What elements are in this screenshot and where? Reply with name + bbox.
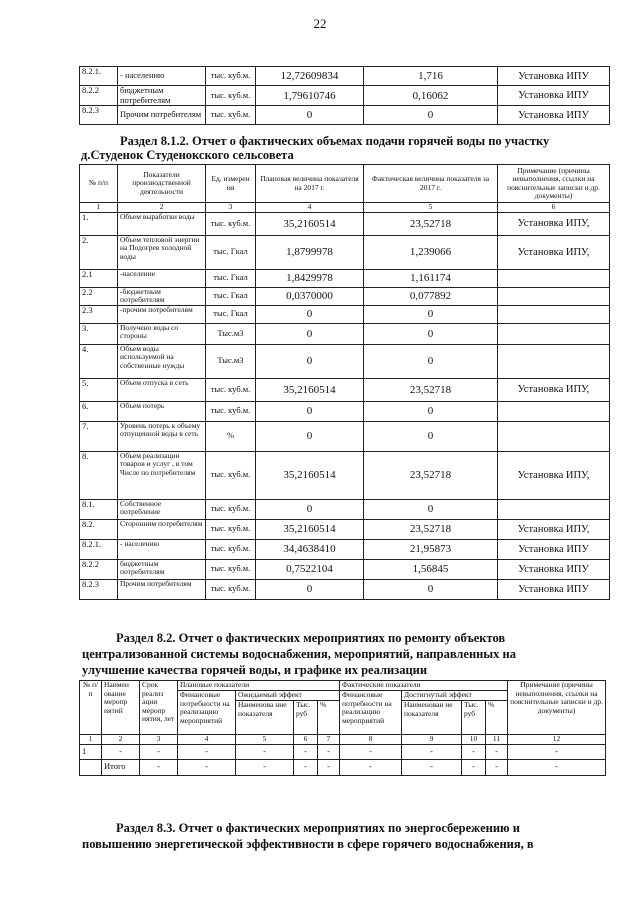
header-unit: Ед. измерен ия — [206, 165, 256, 203]
ev-h-ind-name: Наименова ние показателя — [236, 701, 294, 735]
row-unit: тыс. Гкал — [206, 269, 256, 287]
row-name: -население — [118, 269, 206, 287]
row-unit: Тыс.м3 — [206, 344, 256, 378]
column-number: 9 — [402, 735, 462, 745]
row-number: 2.2 — [80, 287, 118, 305]
ev-h-rub: Тыс. руб — [294, 701, 318, 735]
header-fact: Фактическая величина показателя за 2017 г. — [364, 165, 498, 203]
row-fact: 23,52718 — [364, 212, 498, 235]
row-unit: тыс. Гкал — [206, 287, 256, 305]
event-cell: - — [140, 744, 178, 759]
ev-h-n: № п/п — [80, 681, 102, 735]
row-number: 2.3 — [80, 305, 118, 323]
row-number: 8.2.3 — [80, 579, 118, 599]
row-number: 5. — [80, 378, 118, 401]
table-row — [80, 421, 610, 451]
row-fact: 0 — [364, 499, 498, 519]
row-number: 7. — [80, 421, 118, 451]
row-note: Установка ИПУ, — [498, 235, 610, 269]
column-number: 2 — [102, 735, 140, 745]
section-812-line2: д.Студенок Студенокского сельсовета — [81, 148, 294, 162]
row-plan: 1,8799978 — [256, 235, 364, 269]
row-plan: 35,2160514 — [256, 378, 364, 401]
event-cell: - — [236, 744, 294, 759]
row-name: -прочим потребителям — [118, 305, 206, 323]
ev-h-pct2: % — [486, 701, 508, 735]
row-number: 6. — [80, 401, 118, 421]
section-812-title — [81, 134, 620, 162]
row-fact: 0,077892 — [364, 287, 498, 305]
row-plan: 1,8429978 — [256, 269, 364, 287]
row-plan: 0 — [256, 305, 364, 323]
row-plan: 0 — [256, 106, 364, 125]
table-row — [80, 401, 610, 421]
table-row — [80, 344, 610, 378]
table-row — [80, 269, 610, 287]
row-name: Сторонним потребителям — [118, 519, 206, 539]
row-number: 8.2.3 — [80, 106, 118, 125]
row-name: Прочим потребителям — [118, 579, 206, 599]
row-plan: 35,2160514 — [256, 519, 364, 539]
event-cell: - — [486, 744, 508, 759]
row-note: Установка ИПУ, — [498, 378, 610, 401]
ev-h-eff-ach: Достигнутый эффект — [402, 691, 508, 701]
section-82-line3: улучшение качества горячей воды, и графике их реализации — [82, 663, 428, 677]
row-plan: 0 — [256, 421, 364, 451]
row-number: 2. — [80, 235, 118, 269]
row-note — [498, 401, 610, 421]
row-note: Установка ИПУ — [498, 579, 610, 599]
row-fact: 1,161174 — [364, 269, 498, 287]
row-note: Установка ИПУ — [498, 539, 610, 559]
row-number: 1. — [80, 212, 118, 235]
row-number: 8.2.1. — [80, 539, 118, 559]
table-row — [80, 451, 610, 499]
row-plan: 0,7522104 — [256, 559, 364, 579]
row-unit: Тыс.м3 — [206, 323, 256, 344]
event-cell: - — [178, 744, 236, 759]
row-fact: 21,95873 — [364, 539, 498, 559]
row-name: Собственное потребление — [118, 499, 206, 519]
row-name: бюджетным потребителям — [118, 86, 206, 106]
row-number: 4. — [80, 344, 118, 378]
row-name: Объем реализации товаров и услуг , в том Числе по потребителям — [118, 451, 206, 499]
row-name: Прочим потребителям — [118, 106, 206, 125]
row-fact: 0 — [364, 401, 498, 421]
row-name: бюджетным потребителям — [118, 559, 206, 579]
row-fact: 0 — [364, 344, 498, 378]
table-row — [80, 235, 610, 269]
section-82-title — [82, 630, 608, 678]
total-cell: - — [236, 759, 294, 775]
row-name: - населению — [118, 67, 206, 86]
row-unit: тыс. куб.м. — [206, 539, 256, 559]
total-cell: - — [140, 759, 178, 775]
row-note — [498, 344, 610, 378]
table-row — [80, 378, 610, 401]
total-cell: - — [462, 759, 486, 775]
row-plan: 0 — [256, 323, 364, 344]
table-row — [80, 67, 610, 86]
row-unit: % — [206, 421, 256, 451]
ev-h-plan: Плановые показатели — [178, 681, 340, 691]
row-unit: тыс. Гкал — [206, 235, 256, 269]
row-unit: тыс. куб.м. — [206, 579, 256, 599]
row-plan: 0 — [256, 344, 364, 378]
row-plan: 35,2160514 — [256, 212, 364, 235]
header-name: Показатели производственной деятельности — [118, 165, 206, 203]
row-plan: 1,79610746 — [256, 86, 364, 106]
header-plan: Плановая величина показателя на 2017 г. — [256, 165, 364, 203]
row-number: 3. — [80, 323, 118, 344]
total-cell: - — [508, 759, 606, 775]
event-cell: - — [102, 744, 140, 759]
row-number: 8. — [80, 451, 118, 499]
event-cell: - — [340, 744, 402, 759]
row-number: 8.2. — [80, 519, 118, 539]
row-number: 8.2.1. — [80, 67, 118, 86]
row-note — [498, 421, 610, 451]
row-fact: 1,716 — [364, 67, 498, 86]
hot-water-supply-table — [79, 164, 610, 600]
total-cell: Итого — [102, 759, 140, 775]
table-row — [80, 539, 610, 559]
row-fact: 0 — [364, 323, 498, 344]
row-plan: 35,2160514 — [256, 451, 364, 499]
row-plan: 0 — [256, 499, 364, 519]
ev-h-name: Наимен ование меропр иятий — [102, 681, 140, 735]
row-unit: тыс. куб.м. — [206, 378, 256, 401]
column-number: 2 — [118, 203, 206, 213]
row-unit: тыс. куб.м. — [206, 86, 256, 106]
row-plan: 0 — [256, 579, 364, 599]
total-cell — [80, 759, 102, 775]
table-row — [80, 559, 610, 579]
table-row — [80, 519, 610, 539]
page-number: 22 — [313, 16, 327, 31]
row-note: Установка ИПУ, — [498, 519, 610, 539]
row-name: Объем потерь — [118, 401, 206, 421]
column-number: 3 — [206, 203, 256, 213]
row-name: - населению — [118, 539, 206, 559]
row-unit: тыс. куб.м. — [206, 559, 256, 579]
row-note — [498, 499, 610, 519]
row-note — [498, 305, 610, 323]
ev-h-ind-name2: Наименован ие показателя — [402, 701, 462, 735]
section-83-title — [82, 820, 608, 852]
row-note — [498, 323, 610, 344]
total-cell: - — [486, 759, 508, 775]
event-cell: - — [318, 744, 340, 759]
ev-h-fact: Фактические показатели — [340, 681, 508, 691]
total-cell: - — [402, 759, 462, 775]
row-name: Объем тепловой энергии на Подогрев холодной воды — [118, 235, 206, 269]
column-number: 1 — [80, 203, 118, 213]
row-number: 8.1. — [80, 499, 118, 519]
events-table — [79, 680, 606, 776]
row-fact: 1,239066 — [364, 235, 498, 269]
row-number: 8.2.2 — [80, 559, 118, 579]
column-number: 12 — [508, 735, 606, 745]
row-fact: 23,52718 — [364, 519, 498, 539]
column-number: 4 — [178, 735, 236, 745]
row-name: Получено воды со стороны — [118, 323, 206, 344]
table-row — [80, 323, 610, 344]
row-unit: тыс. куб.м. — [206, 212, 256, 235]
ev-h-term: Срок реализ ации меропр иятия, лет — [140, 681, 178, 735]
row-note: Установка ИПУ — [498, 106, 610, 125]
row-note: Установка ИПУ — [498, 559, 610, 579]
row-plan: 0,0370000 — [256, 287, 364, 305]
row-fact: 0 — [364, 106, 498, 125]
total-cell: - — [318, 759, 340, 775]
column-number: 5 — [364, 203, 498, 213]
table-row — [80, 86, 610, 106]
row-number: 2.1 — [80, 269, 118, 287]
table-row — [80, 287, 610, 305]
row-name: Уровень потерь к объему отпущенной воды в сеть — [118, 421, 206, 451]
header-n: № п/п — [80, 165, 118, 203]
column-number: 6 — [294, 735, 318, 745]
row-fact: 0,16062 — [364, 86, 498, 106]
row-plan: 34,4638410 — [256, 539, 364, 559]
table-row — [80, 212, 610, 235]
row-unit: тыс. куб.м. — [206, 401, 256, 421]
ev-h-fin-fact: Финансовые потребности на реализацию мероприятий — [340, 691, 402, 735]
row-unit: тыс. Гкал — [206, 305, 256, 323]
header-note: Примечание (причины невыполнения, ссылки на пояснительные записки и др. документы) — [498, 165, 610, 203]
event-cell: - — [508, 744, 606, 759]
continued-table — [79, 66, 610, 125]
table-row — [80, 305, 610, 323]
column-number: 10 — [462, 735, 486, 745]
column-number: 6 — [498, 203, 610, 213]
row-note — [498, 287, 610, 305]
event-cell: 1 — [80, 744, 102, 759]
row-unit: тыс. куб.м. — [206, 519, 256, 539]
total-cell: - — [294, 759, 318, 775]
row-fact: 0 — [364, 579, 498, 599]
row-unit: тыс. куб.м. — [206, 106, 256, 125]
row-name: Объем воды используемой на собственные нужды — [118, 344, 206, 378]
column-number: 11 — [486, 735, 508, 745]
total-cell: - — [178, 759, 236, 775]
row-name: Объем отпуска в сеть — [118, 378, 206, 401]
column-number: 4 — [256, 203, 364, 213]
section-83-line2: повышению энергетической эффективности в сфере горячего водоснабжения, в — [82, 837, 534, 851]
section-83-line1: Раздел 8.3. Отчет о фактических мероприятиях по энергосбережению и — [116, 821, 520, 835]
column-number: 5 — [236, 735, 294, 745]
row-unit: тыс. куб.м. — [206, 67, 256, 86]
table-row — [80, 106, 610, 125]
row-name: Объем выработки воды — [118, 212, 206, 235]
table-row — [80, 579, 610, 599]
total-cell: - — [340, 759, 402, 775]
row-note: Установка ИПУ, — [498, 451, 610, 499]
section-812-line1: Раздел 8.1.2. Отчет о фактических объемах подачи горячей воды по участку — [120, 134, 550, 148]
column-number: 7 — [318, 735, 340, 745]
row-number: 8.2.2 — [80, 86, 118, 106]
row-name: -бюджетным потребителям — [118, 287, 206, 305]
column-number: 1 — [80, 735, 102, 745]
ev-h-note: Примечание (причины невыполнения, ссылки на пояснительные записки и др. документы) — [508, 681, 606, 735]
event-cell: - — [462, 744, 486, 759]
event-cell: - — [402, 744, 462, 759]
table-row — [80, 499, 610, 519]
column-number: 3 — [140, 735, 178, 745]
row-fact: 0 — [364, 421, 498, 451]
row-fact: 23,52718 — [364, 451, 498, 499]
row-unit: тыс. куб.м. — [206, 451, 256, 499]
row-fact: 1,56845 — [364, 559, 498, 579]
row-note: Установка ИПУ — [498, 67, 610, 86]
section-82-line1: Раздел 8.2. Отчет о фактических мероприятиях по ремонту объектов — [116, 631, 506, 645]
column-number: 8 — [340, 735, 402, 745]
row-note: Установка ИПУ — [498, 86, 610, 106]
section-82-line2: централизованной системы водоснабжения, мероприятий, направленных на — [82, 647, 516, 661]
event-cell: - — [294, 744, 318, 759]
row-note: Установка ИПУ, — [498, 212, 610, 235]
ev-h-eff-exp: Ожидаемый эффект — [236, 691, 340, 701]
row-note — [498, 269, 610, 287]
row-fact: 23,52718 — [364, 378, 498, 401]
row-unit: тыс. куб.м. — [206, 499, 256, 519]
row-plan: 0 — [256, 401, 364, 421]
ev-h-pct: % — [318, 701, 340, 735]
ev-h-rub2: Тыс. руб — [462, 701, 486, 735]
ev-h-fin-plan: Финансовые потребности на реализацию мероприятий — [178, 691, 236, 735]
row-fact: 0 — [364, 305, 498, 323]
row-plan: 12,72609834 — [256, 67, 364, 86]
